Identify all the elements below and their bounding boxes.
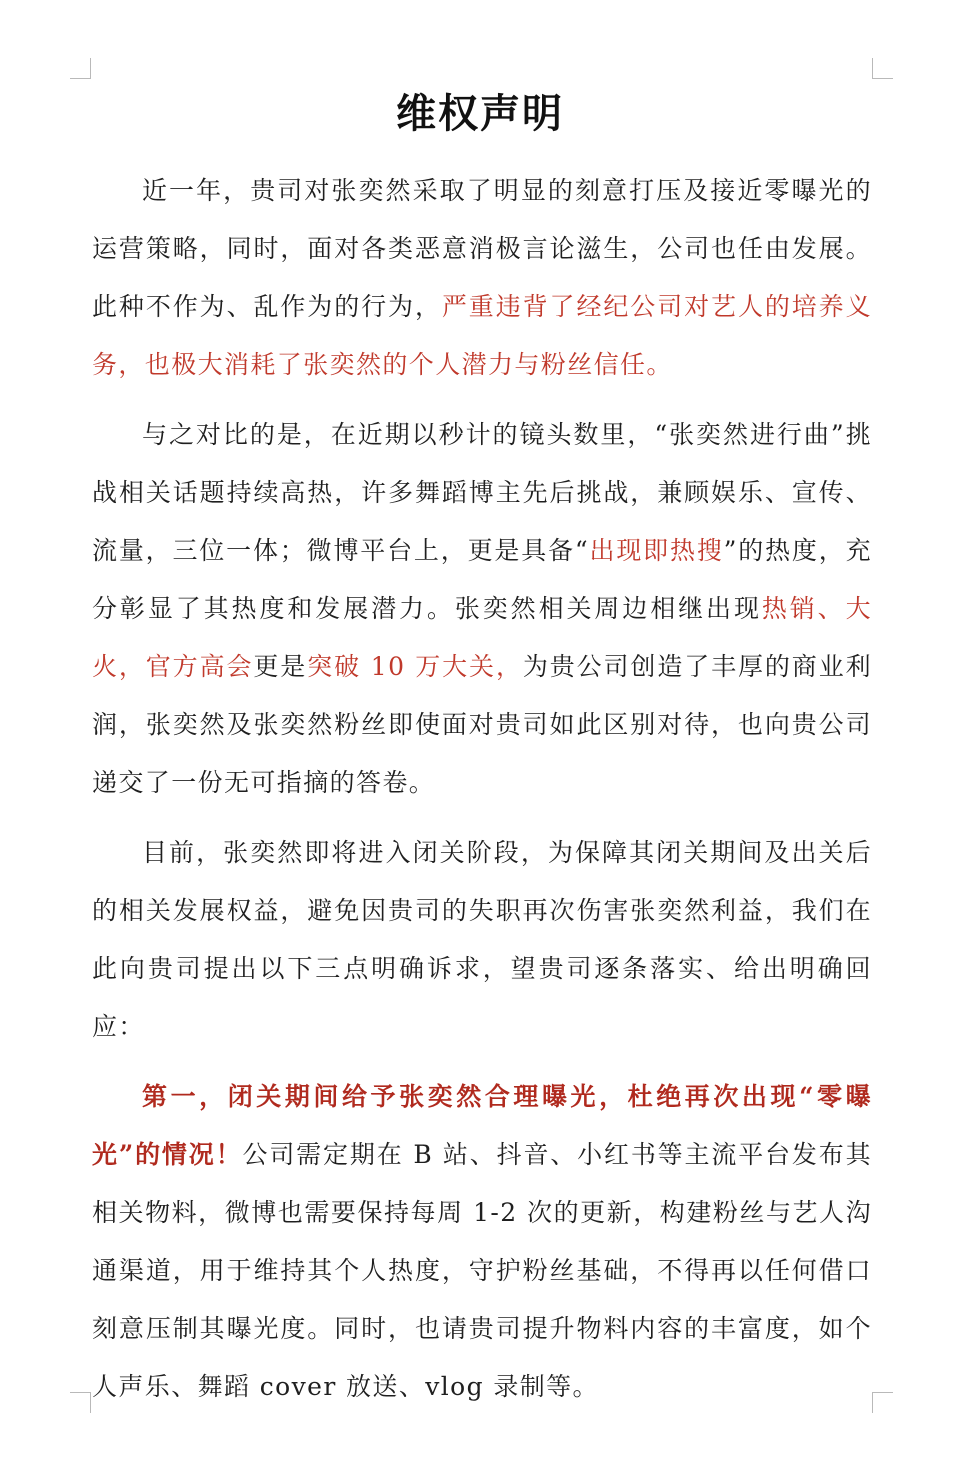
paragraph-3 bbox=[92, 824, 872, 1056]
text-run: 公司需定期在 B 站、抖音、小红书等主流平台发布其相关物料，微博也需要保持每周 1-2 次的更新，构建粉丝与艺人沟通渠道，用于维持其个人热度，守护粉丝基础，不得再以任何借口刻意压制其曝光度。同时，也请贵司提升物料内容的丰富度，如个人声乐、舞蹈 cover 放送、vlog 录制等。 bbox=[92, 1140, 872, 1401]
text-run: ”的热度，充分彰显了其热度和发展潜力。张奕然相关周边相继出现 bbox=[92, 536, 872, 623]
crop-mark-bottom-right bbox=[872, 1392, 893, 1413]
demand-heading-text-run: 第一，闭关期间给予张奕然合理曝光，杜绝再次出现“零曝光”的情况！ bbox=[92, 1082, 872, 1169]
text-run: 为贵公司创造了丰厚的商业利润，张奕然及张奕然粉丝即使面对贵司如此区别对待，也向贵公司递交了一份无可指摘的答卷。 bbox=[92, 652, 872, 797]
crop-mark-top-right bbox=[872, 58, 893, 79]
text-run: 目前，张奕然即将进入闭关阶段，为保障其闭关期间及出关后的相关发展权益，避免因贵司的失职再次伤害张奕然利益，我们在此向贵司提出以下三点明确诉求，望贵司逐条落实、给出明确回应： bbox=[92, 838, 872, 1041]
document-title: 维权声明 bbox=[396, 91, 564, 137]
paragraph-4 bbox=[92, 1068, 872, 1416]
highlighted-text-run: 严重违背了经纪公司对艺人的培养义务，也极大消耗了张奕然的个人潜力与粉丝信任。 bbox=[92, 292, 873, 379]
crop-mark-top-left bbox=[70, 58, 91, 79]
document-body bbox=[92, 162, 872, 1428]
highlighted-text-run: 出现即热搜 bbox=[589, 536, 724, 565]
highlighted-text-run: 突破 10 万大关， bbox=[307, 652, 523, 681]
text-run: 与之对比的是，在近期以秒计的镜头数里，“张奕然进行曲”挑战相关话题持续高热，许多舞蹈博主先后挑战，兼顾娱乐、宣传、流量，三位一体；微博平台上，更是具备“ bbox=[92, 420, 872, 565]
paragraph-2 bbox=[92, 406, 872, 812]
text-run: 近一年，贵司对张奕然采取了明显的刻意打压及接近零曝光的运营策略，同时，面对各类恶意消极言论滋生，公司也任由发展。此种不作为、乱作为的行为， bbox=[92, 176, 872, 321]
highlighted-text-run: 热销、大火，官方高会 bbox=[92, 594, 872, 681]
text-run: 更是 bbox=[253, 652, 308, 681]
crop-mark-bottom-left bbox=[70, 1392, 91, 1413]
paragraph-1 bbox=[92, 162, 872, 394]
